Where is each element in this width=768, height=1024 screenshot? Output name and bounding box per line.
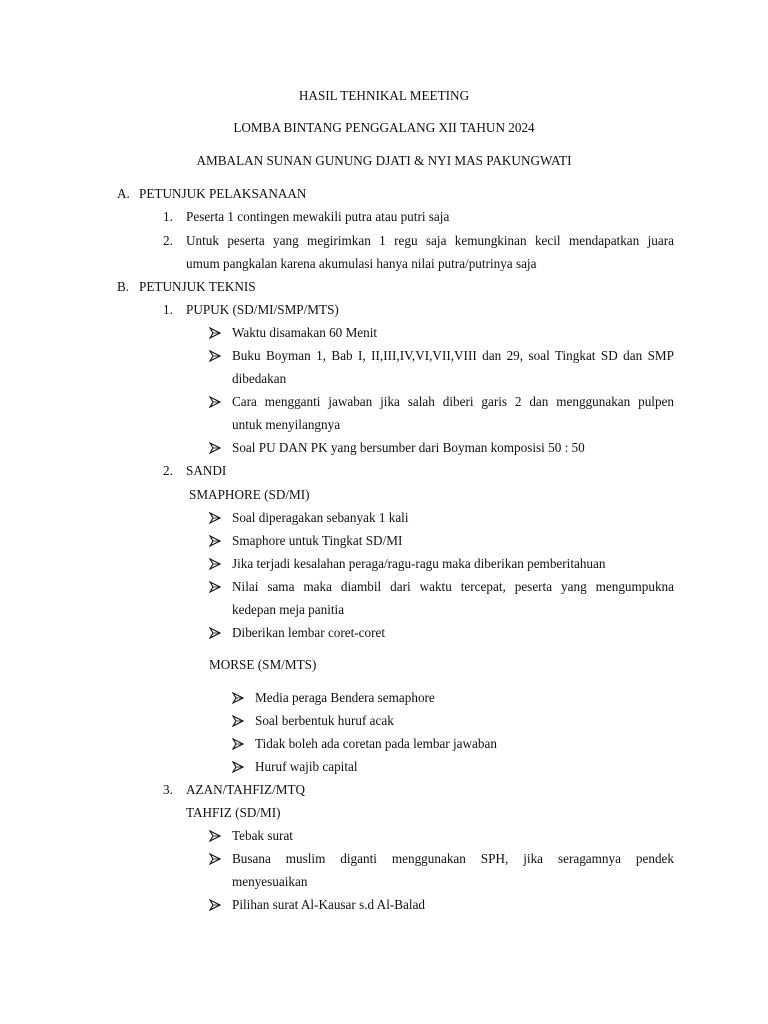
arrowhead-bullet-icon: [209, 442, 221, 454]
bullet-item: Waktu disamakan 60 Menit: [232, 325, 378, 340]
list-number: 2.: [163, 463, 173, 478]
tahfiz-heading: TAHFIZ (SD/MI): [186, 805, 281, 820]
arrowhead-bullet-icon: [232, 761, 244, 773]
arrowhead-bullet-icon: [209, 899, 221, 911]
arrowhead-bullet-icon: [209, 581, 221, 593]
bullet-item: Diberikan lembar coret-coret: [232, 625, 386, 640]
bullet-item: Busana muslim diganti menggunakan SPH, jika seragamnya pendek: [232, 851, 674, 866]
bullet-item-continuation: untuk menyilangnya: [232, 417, 341, 432]
section-a-heading: PETUNJUK PELAKSANAAN: [139, 186, 307, 201]
bullet-item: Tebak surat: [232, 828, 293, 843]
arrowhead-bullet-icon: [209, 396, 221, 408]
morse-heading: MORSE (SM/MTS): [209, 657, 317, 672]
bullet-item: Soal diperagakan sebanyak 1 kali: [232, 510, 409, 525]
section-a-marker: A.: [117, 186, 130, 201]
sandi-heading: SANDI: [186, 463, 227, 478]
bullet-item: Soal PU DAN PK yang bersumber dari Boyman komposisi 50 : 50: [232, 440, 585, 455]
arrowhead-bullet-icon: [209, 512, 221, 524]
bullet-item: Cara mengganti jawaban jika salah diberi garis 2 dan menggunakan pulpen: [232, 394, 674, 409]
smaphore-heading: SMAPHORE (SD/MI): [189, 487, 310, 502]
pupuk-heading: PUPUK (SD/MI/SMP/MTS): [186, 302, 339, 317]
arrowhead-bullet-icon: [209, 558, 221, 570]
document-title: HASIL TEHNIKAL MEETING: [298, 88, 470, 103]
bullet-item: Pilihan surat Al-Kausar s.d Al-Balad: [232, 897, 426, 912]
list-number: 3.: [163, 782, 173, 797]
bullet-item: Smaphore untuk Tingkat SD/MI: [232, 533, 403, 548]
host-title: AMBALAN SUNAN GUNUNG DJATI & NYI MAS PAKUNGWATI: [196, 153, 572, 168]
arrowhead-bullet-icon: [209, 627, 221, 639]
bullet-item: Nilai sama maka diambil dari waktu tercepat, peserta yang mengumpukna: [232, 579, 674, 594]
bullet-item: Jika terjadi kesalahan peraga/ragu-ragu maka diberikan pemberitahuan: [232, 556, 606, 571]
arrowhead-bullet-icon: [209, 853, 221, 865]
list-number: 1.: [163, 302, 173, 317]
bullet-item-continuation: menyesuaikan: [232, 874, 308, 889]
arrowhead-bullet-icon: [232, 715, 244, 727]
bullet-item: Soal berbentuk huruf acak: [255, 713, 394, 728]
bullet-item: Huruf wajib capital: [255, 759, 358, 774]
arrowhead-bullet-icon: [209, 350, 221, 362]
bullet-item-continuation: dibedakan: [232, 371, 287, 386]
bullet-item: Tidak boleh ada coretan pada lembar jawaban: [255, 736, 497, 751]
arrowhead-bullet-icon: [232, 738, 244, 750]
bullet-item: Buku Boyman 1, Bab I, II,III,IV,VI,VII,VIII dan 29, soal Tingkat SD dan SMP: [232, 348, 674, 363]
bullet-item: Media peraga Bendera semaphore: [255, 690, 435, 705]
list-number: 1.: [163, 209, 173, 224]
arrowhead-bullet-icon: [232, 692, 244, 704]
azan-heading: AZAN/TAHFIZ/MTQ: [186, 782, 306, 797]
list-number: 2.: [163, 233, 173, 248]
list-item: Untuk peserta yang megirimkan 1 regu saja kemungkinan kecil mendapatkan juara: [186, 233, 674, 248]
list-item-continuation: umum pangkalan karena akumulasi hanya nilai putra/putrinya saja: [186, 256, 537, 271]
arrowhead-bullet-icon: [209, 535, 221, 547]
arrowhead-bullet-icon: [209, 327, 221, 339]
arrowhead-bullet-icon: [209, 830, 221, 842]
bullet-item-continuation: kedepan meja panitia: [232, 602, 345, 617]
list-item: Peserta 1 contingen mewakili putra atau putri saja: [186, 209, 450, 224]
event-title: LOMBA BINTANG PENGGALANG XII TAHUN 2024: [233, 120, 535, 135]
section-b-heading: PETUNJUK TEKNIS: [139, 279, 256, 294]
section-b-marker: B.: [117, 279, 130, 294]
